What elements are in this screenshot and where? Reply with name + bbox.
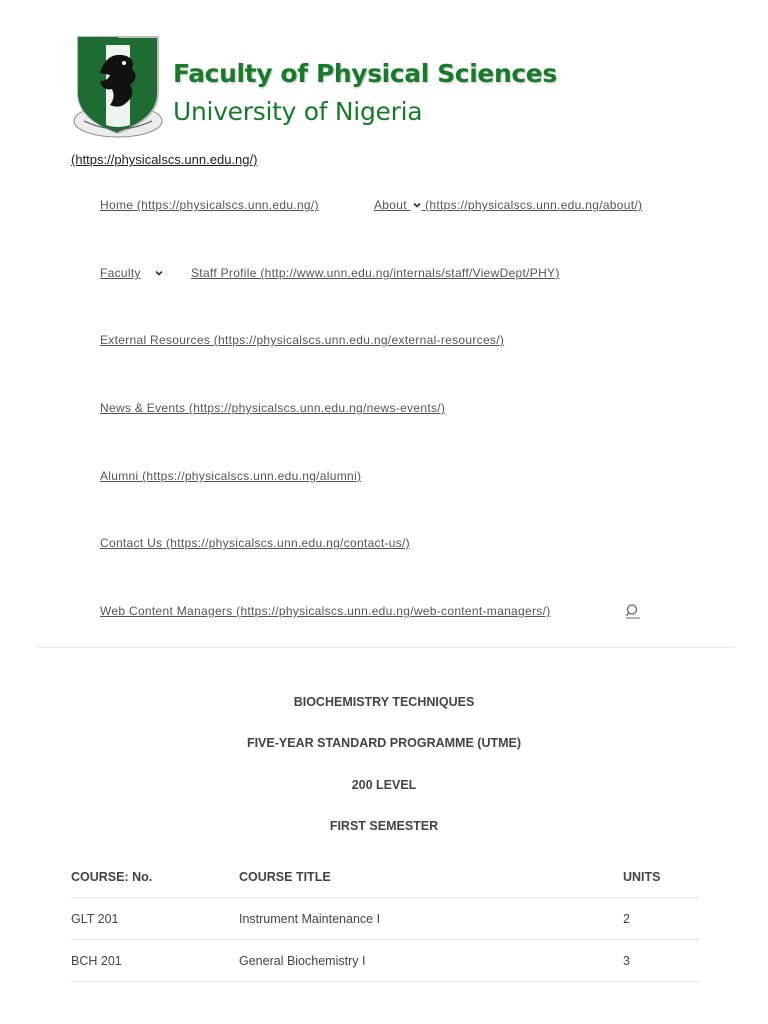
nav-news-events[interactable]: News & Events (https://physicalscs.unn.edu.ng/news-events/) <box>100 401 446 415</box>
column-header-course-title: COURSE TITLE <box>239 856 623 898</box>
course-title-cell: General Biochemistry I <box>239 940 623 982</box>
nav-about-label: About <box>374 198 411 212</box>
level-heading: 200 LEVEL <box>351 778 417 792</box>
header-divider <box>36 647 734 648</box>
chevron-down-icon[interactable] <box>154 268 164 278</box>
nav-home[interactable]: Home (https://physicalscs.unn.edu.ng/) <box>100 198 319 212</box>
nav-faculty[interactable] <box>100 266 141 280</box>
search-icon[interactable] <box>625 603 641 619</box>
programme-title: BIOCHEMISTRY TECHNIQUES <box>293 695 475 709</box>
course-number-cell: BCH 201 <box>71 940 239 982</box>
home-url-link[interactable]: (https://physicalscs.unn.edu.ng/) <box>71 152 258 167</box>
nav-external-resources[interactable]: External Resources (https://physicalscs.unn.edu.ng/external-resources/) <box>100 333 505 347</box>
nav-about-url: (https://physicalscs.unn.edu.ng/about/) <box>421 198 643 212</box>
course-units-cell: 3 <box>623 940 699 982</box>
logo-title: Faculty of Physical Sciences <box>173 59 557 88</box>
university-crest-logo <box>70 33 166 141</box>
nav-web-content-managers[interactable]: Web Content Managers (https://physicalscs.unn.edu.ng/web-content-managers/) <box>100 604 551 618</box>
table-header-row <box>71 856 699 898</box>
nav-about[interactable] <box>374 198 642 212</box>
nav-faculty-label: Faculty <box>100 266 141 280</box>
table-row <box>71 940 699 982</box>
nav-contact-us[interactable]: Contact Us (https://physicalscs.unn.edu.ng/contact-us/) <box>100 536 410 550</box>
column-header-course-no: COURSE: No. <box>71 856 239 898</box>
logo-subtitle: University of Nigeria <box>173 97 423 126</box>
course-table <box>71 856 699 982</box>
column-header-units: UNITS <box>623 856 699 898</box>
course-number-cell: GLT 201 <box>71 898 239 940</box>
nav-alumni[interactable]: Alumni (https://physicalscs.unn.edu.ng/alumni) <box>100 469 362 483</box>
site-logo-link[interactable] <box>70 33 557 143</box>
chevron-down-icon <box>412 200 422 210</box>
nav-staff-profile[interactable]: Staff Profile (http://www.unn.edu.ng/internals/staff/ViewDept/PHY) <box>191 266 560 280</box>
programme-type: FIVE-YEAR STANDARD PROGRAMME (UTME) <box>246 736 522 750</box>
course-title-cell: Instrument Maintenance I <box>239 898 623 940</box>
table-row <box>71 898 699 940</box>
semester-heading: FIRST SEMESTER <box>329 819 439 833</box>
course-units-cell: 2 <box>623 898 699 940</box>
